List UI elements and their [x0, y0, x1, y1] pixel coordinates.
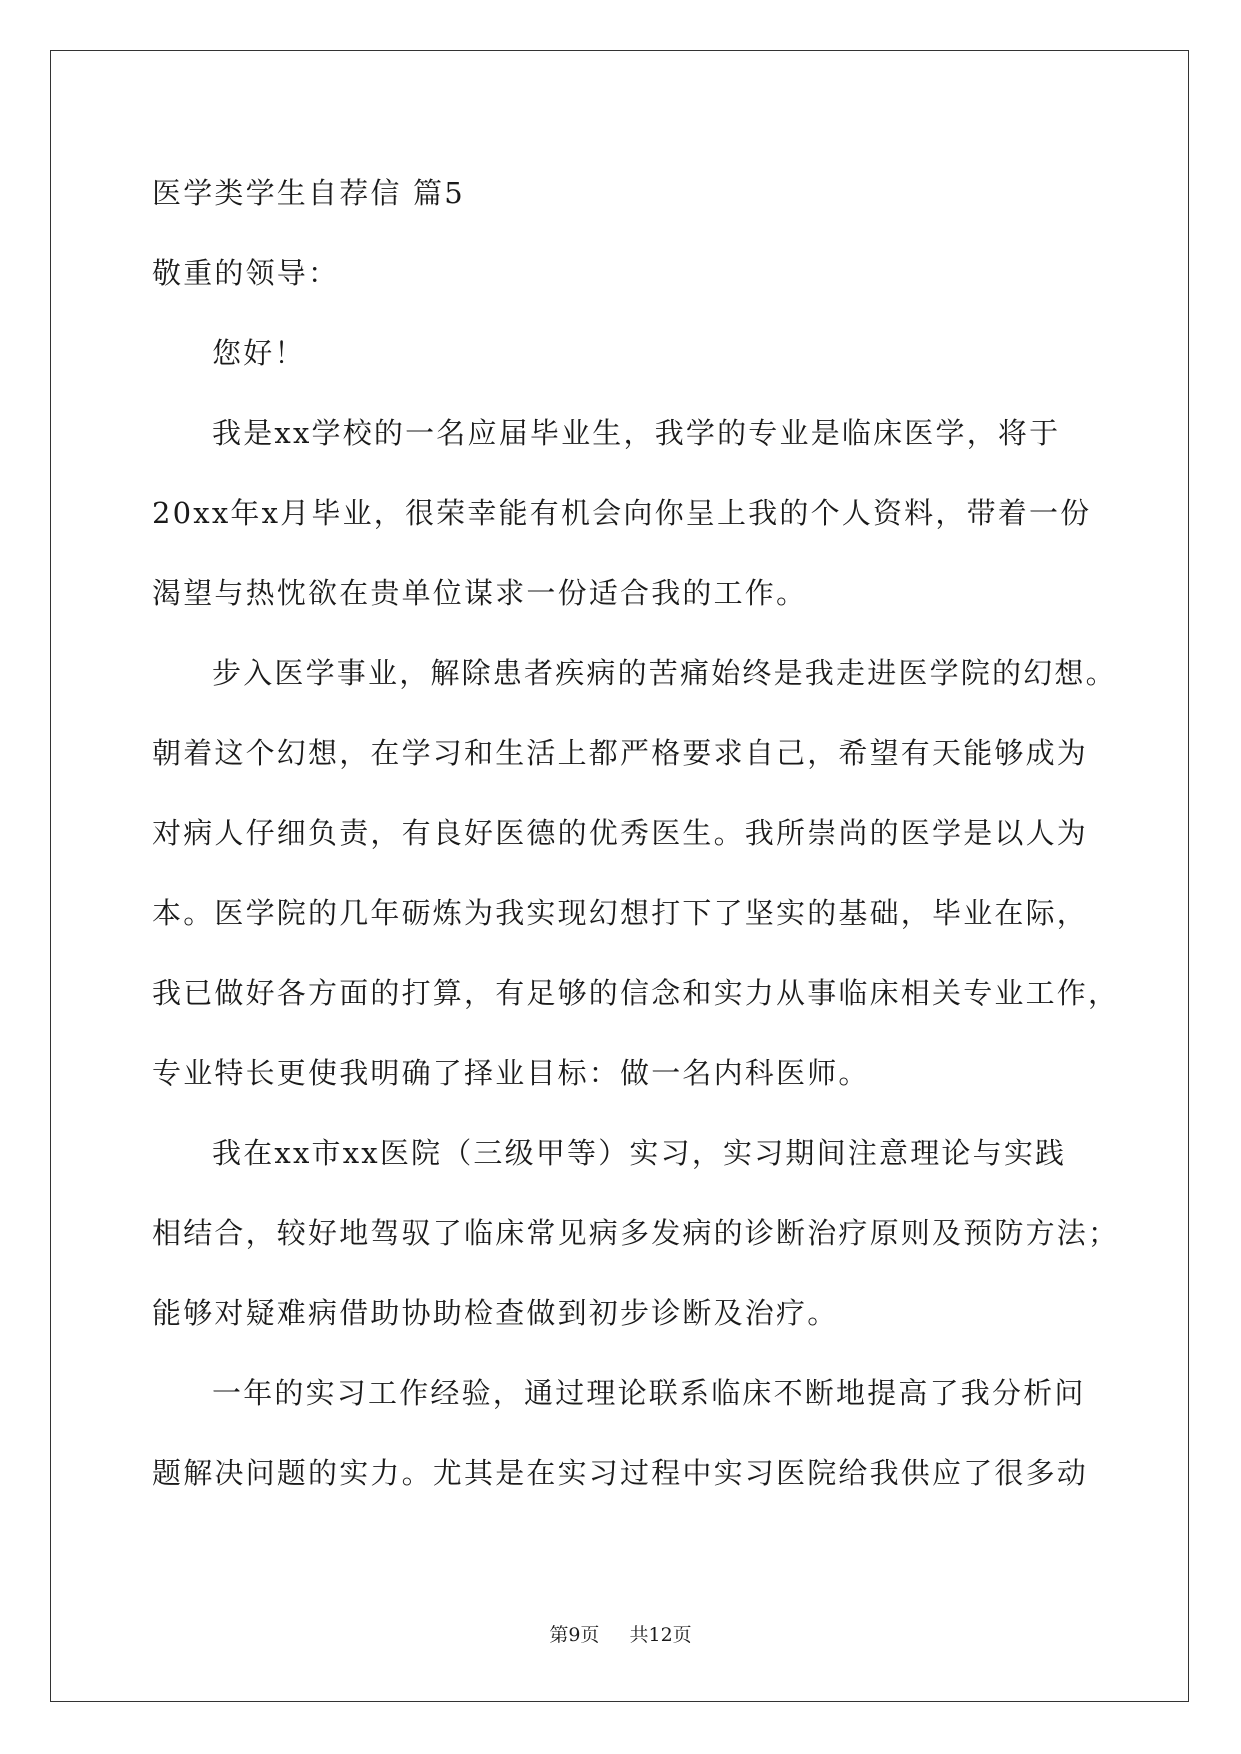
document-title: 医学类学生自荐信 篇5 [152, 176, 465, 210]
paragraph-line: 一年的实习工作经验，通过理论联系临床不断地提高了我分析问 [212, 1376, 1086, 1410]
paragraph-line: 步入医学事业，解除患者疾病的苦痛始终是我走进医学院的幻想。 [212, 656, 1117, 690]
paragraph-line: 我是xx学校的一名应届毕业生，我学的专业是临床医学，将于 [212, 416, 1061, 450]
paragraph-line: 朝着这个幻想，在学习和生活上都严格要求自己，希望有天能够成为 [152, 736, 1089, 770]
paragraph-line: 渴望与热忱欲在贵单位谋求一份适合我的工作。 [152, 576, 808, 610]
paragraph-line: 相结合，较好地驾驭了临床常见病多发病的诊断治疗原则及预防方法； [152, 1216, 1120, 1250]
paragraph-line: 能够对疑难病借助协助检查做到初步诊断及治疗。 [152, 1296, 839, 1330]
page-number: 第9页 [549, 1624, 600, 1646]
paragraph-line: 对病人仔细负责，有良好医德的优秀医生。我所崇尚的医学是以人为 [152, 816, 1089, 850]
paragraph-line: 我已做好各方面的打算，有足够的信念和实力从事临床相关专业工作， [152, 976, 1120, 1010]
paragraph-line: 我在xx市xx医院（三级甲等）实习，实习期间注意理论与实践 [212, 1136, 1067, 1170]
salutation: 敬重的领导： [152, 256, 340, 290]
paragraph-line: 本。医学院的几年砺炼为我实现幻想打下了坚实的基础，毕业在际， [152, 896, 1089, 930]
page-total: 共12页 [629, 1624, 692, 1646]
paragraph-line: 20xx年x月毕业，很荣幸能有机会向你呈上我的个人资料，带着一份 [152, 496, 1092, 530]
page-frame [50, 50, 1189, 1702]
greeting: 您好！ [212, 336, 306, 370]
paragraph-line: 专业特长更使我明确了择业目标：做一名内科医师。 [152, 1056, 870, 1090]
paragraph-line: 题解决问题的实力。尤其是在实习过程中实习医院给我供应了很多动 [152, 1456, 1089, 1490]
page-footer [0, 1623, 1241, 1647]
